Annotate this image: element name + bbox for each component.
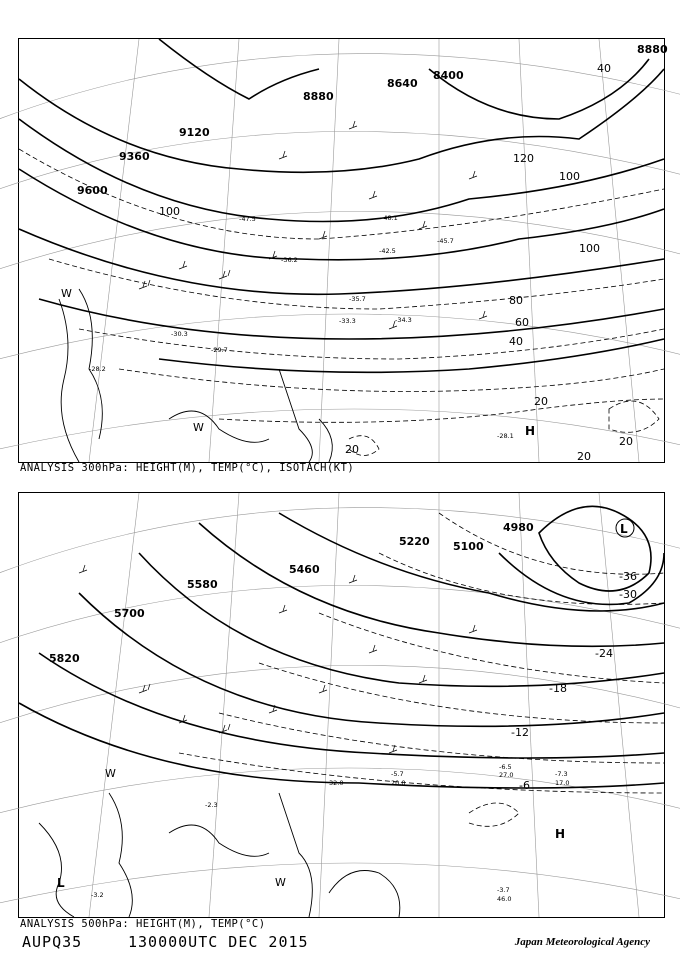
- upper-temp-value: -45.7: [437, 237, 454, 245]
- lower-height-contours: [19, 506, 664, 788]
- lower-station-value: -2.3: [205, 801, 218, 809]
- lower-station-value: -5.7: [391, 770, 404, 778]
- upper-temp-value: -29.7: [211, 346, 228, 354]
- upper-temp-value: -48.1: [381, 214, 398, 222]
- upper-map-canvas: [19, 39, 668, 463]
- upper-isotach-label: 80: [509, 294, 523, 307]
- valid-time: 130000UTC DEC 2015: [128, 933, 309, 951]
- upper-wind-marker: W: [61, 287, 72, 300]
- lower-height-label: 5220: [399, 535, 430, 548]
- lower-wind-marker: W: [275, 876, 286, 889]
- lower-station-value: -3.7: [497, 886, 510, 894]
- upper-temp-value: -35.7: [349, 295, 366, 303]
- lower-graticule: [0, 493, 680, 917]
- lower-high-pressure-center: H: [555, 827, 566, 841]
- lower-temp-contour-label: -6: [519, 779, 530, 792]
- upper-isotach-label: 40: [509, 335, 523, 348]
- upper-wind-marker: W: [193, 421, 204, 434]
- chart-id: AUPQ35: [22, 933, 83, 951]
- upper-isotach-label: 20: [577, 450, 591, 463]
- lower-station-value: 46.0: [497, 895, 512, 903]
- lower-temp-contour-label: -12: [511, 726, 529, 739]
- lower-height-label: 5460: [289, 563, 320, 576]
- upper-isotach-label: 40: [597, 62, 611, 75]
- lower-station-value: 32.0: [329, 779, 344, 787]
- upper-temp-value: -28.2: [89, 365, 106, 373]
- upper-isotach-label: 60: [515, 316, 529, 329]
- upper-isotach-label: 100: [559, 170, 580, 183]
- lower-station-value: 17.0: [555, 779, 570, 787]
- lower-map-500hpa: [18, 492, 665, 918]
- lower-height-label: 5700: [114, 607, 145, 620]
- upper-temp-value: -36.2: [281, 256, 298, 264]
- upper-temp-value: -47.5: [239, 215, 256, 223]
- lower-wind-marker: W: [105, 767, 116, 780]
- lower-height-label: 5100: [453, 540, 484, 553]
- lower-height-label: 4980: [503, 521, 534, 534]
- upper-height-label: 9360: [119, 150, 150, 163]
- lower-low-pressure-center: L: [57, 876, 65, 890]
- upper-height-label: 8400: [433, 69, 464, 82]
- upper-isotachs: [19, 149, 664, 456]
- upper-isotach-label: 20: [619, 435, 633, 448]
- upper-temp-value: -42.5: [379, 247, 396, 255]
- upper-isotach-label: 20: [345, 443, 359, 456]
- lower-map-canvas: [19, 493, 664, 917]
- lower-station-value: 20.0: [391, 779, 406, 787]
- upper-isotach-label: 20: [534, 395, 548, 408]
- upper-height-label: 9600: [77, 184, 108, 197]
- lower-station-value: 27.0: [499, 771, 514, 779]
- upper-temp-value: -34.3: [395, 316, 412, 324]
- lower-temp-contour-label: -24: [595, 647, 613, 660]
- lower-station-value: -7.3: [555, 770, 568, 778]
- lower-station-value: -6.5: [499, 763, 512, 771]
- agency-name: Japan Meteorological Agency: [514, 936, 650, 948]
- lower-temp-contour-label: -36: [619, 570, 637, 583]
- upper-height-label: 8640: [387, 77, 418, 90]
- lower-temp-contour-label: -18: [549, 682, 567, 695]
- upper-map-300hpa: [18, 38, 668, 463]
- upper-height-label: 8880: [303, 90, 334, 103]
- lower-low-pressure-center: L: [620, 522, 628, 536]
- upper-isotach-label: 100: [579, 242, 600, 255]
- upper-map-caption: ANALYSIS 300hPa: HEIGHT(M), TEMP(°C), ISOTACH(KT): [20, 462, 355, 474]
- upper-wind-barbs: [139, 121, 487, 329]
- upper-graticule: [0, 39, 680, 462]
- lower-height-label: 5820: [49, 652, 80, 665]
- lower-station-value: -3.2: [91, 891, 104, 899]
- lower-map-caption: ANALYSIS 500hPa: HEIGHT(M), TEMP(°C): [20, 918, 266, 930]
- upper-isotach-label: 120: [513, 152, 534, 165]
- upper-temp-value: -28.1: [497, 432, 514, 440]
- upper-height-label: 8880: [637, 43, 668, 56]
- lower-height-label: 5580: [187, 578, 218, 591]
- upper-temp-value: -30.3: [171, 330, 188, 338]
- upper-high-pressure-center: H: [525, 424, 536, 438]
- upper-temp-value: -33.3: [339, 317, 356, 325]
- upper-isotach-label: 100: [159, 205, 180, 218]
- lower-temp-contour-label: -30: [619, 588, 637, 601]
- upper-height-label: 9120: [179, 126, 210, 139]
- lower-temperature-contours: [179, 513, 664, 826]
